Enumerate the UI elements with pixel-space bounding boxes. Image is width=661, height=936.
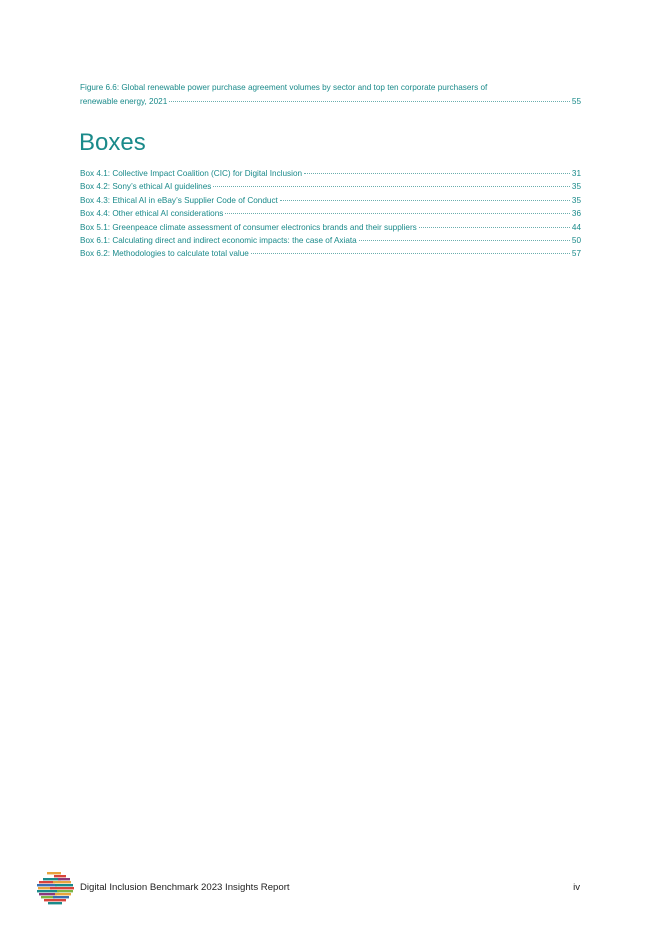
wba-logo-icon	[37, 871, 75, 907]
toc-entry-label: Box 4.2: Sony’s ethical AI guidelines	[80, 182, 212, 192]
toc-entry-box-6-1[interactable]	[80, 234, 581, 247]
toc-page-number: 44	[571, 222, 581, 232]
toc-page-number: 50	[571, 236, 581, 246]
dot-leader	[280, 200, 570, 201]
footer-page-number: iv	[573, 882, 580, 893]
toc-entry-box-6-2[interactable]	[80, 247, 581, 260]
toc-entry-box-4-1[interactable]	[80, 167, 581, 180]
toc-entry-box-4-2[interactable]	[80, 180, 581, 193]
toc-entry-label: Box 6.2: Methodologies to calculate total value	[80, 249, 249, 259]
dot-leader	[359, 240, 570, 241]
page-footer	[0, 868, 661, 908]
dot-leader	[304, 173, 570, 174]
toc-entry-label-line1: Figure 6.6: Global renewable power purchase agreement volumes by sector and top ten corporate purchasers of	[80, 83, 488, 92]
toc-entry-line2	[80, 95, 581, 108]
dot-leader	[225, 213, 570, 214]
toc-page-number: 55	[571, 97, 581, 106]
boxes-toc-list	[80, 167, 581, 261]
toc-page-number: 36	[571, 209, 581, 219]
toc-page-number: 35	[571, 195, 581, 205]
toc-entry-box-4-4[interactable]	[80, 207, 581, 220]
dot-leader	[419, 227, 570, 228]
dot-leader	[213, 186, 570, 187]
toc-entry-label: Box 4.3: Ethical AI in eBay’s Supplier Code of Conduct	[80, 195, 278, 205]
toc-entry-label: Box 4.1: Collective Impact Coalition (CIC) for Digital Inclusion	[80, 169, 303, 178]
toc-entry-label: Box 5.1: Greenpeace climate assessment of consumer electronics brands and their suppliers	[80, 222, 417, 232]
toc-entry-label: Box 4.4: Other ethical AI considerations	[80, 209, 224, 219]
dot-leader	[169, 101, 570, 102]
dot-leader	[251, 253, 570, 254]
toc-page-number: 57	[571, 249, 581, 259]
footer-report-title: Digital Inclusion Benchmark 2023 Insights Report	[80, 882, 290, 893]
toc-entry-box-5-1[interactable]	[80, 221, 581, 234]
toc-entry-figure-6-6[interactable]	[80, 81, 581, 108]
toc-page-number: 31	[571, 169, 581, 178]
toc-entry-label-line2: renewable energy, 2021	[80, 97, 168, 106]
section-heading-boxes: Boxes	[79, 129, 146, 156]
toc-page-number: 35	[571, 182, 581, 192]
toc-entry-label: Box 6.1: Calculating direct and indirect economic impacts: the case of Axiata	[80, 236, 357, 246]
toc-entry-box-4-3[interactable]	[80, 194, 581, 207]
